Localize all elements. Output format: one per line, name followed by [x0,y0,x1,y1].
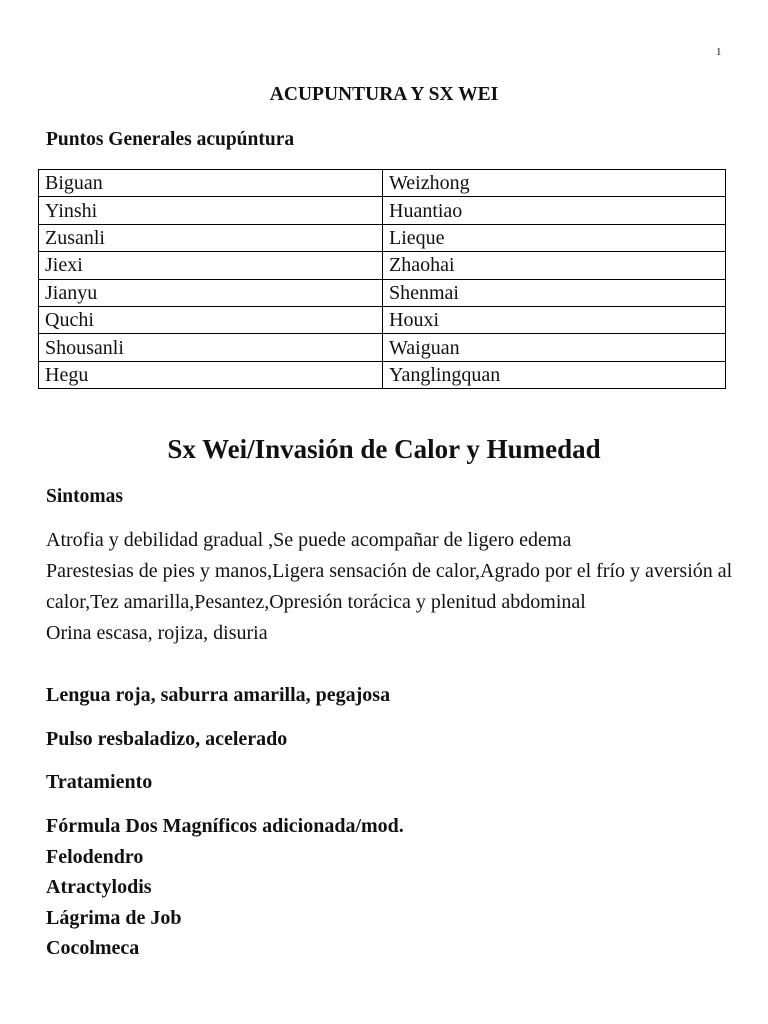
symptom-line: Atrofia y debilidad gradual ,Se puede acompañar de ligero edema [46,529,572,551]
sintomas-heading: Sintomas [46,486,123,507]
table-cell: Huantiao [383,197,726,224]
table-cell: Zusanli [39,224,383,251]
formula-ingredient: Lágrima de Job [46,906,182,929]
tongue-description: Lengua roja, saburra amarilla, pegajosa [46,684,391,706]
pulse-description: Pulso resbaladizo, acelerado [46,728,288,750]
table-cell: Jiexi [39,252,383,279]
section-title: Sx Wei/Invasión de Calor y Humedad [167,434,601,464]
table-cell: Quchi [39,306,383,333]
acupuncture-points-table [38,169,726,389]
formula-name: Fórmula Dos Magníficos adicionada/mod. [46,815,404,837]
table-cell: Waiguan [383,334,726,361]
table-cell: Zhaohai [383,252,726,279]
table-row [39,279,726,306]
table-row [39,170,726,197]
table-cell: Weizhong [383,170,726,197]
symptom-line: Parestesias de pies y manos,Ligera sensación de calor,Agrado por el frío y aversión al calor,Tez amarilla,Pesantez,Opresión torácica y plenitud abdominal [46,560,733,613]
table-cell: Hegu [39,361,383,388]
treatment-heading: Tratamiento [46,771,153,793]
symptom-line: Orina escasa, rojiza, disuria [46,622,268,644]
table-cell: Lieque [383,224,726,251]
symptoms-list [46,525,736,649]
formula-ingredient: Felodendro [46,845,144,868]
table-row [39,224,726,251]
table-row [39,197,726,224]
formula-block [46,811,404,964]
table-cell: Shousanli [39,334,383,361]
table-row [39,306,726,333]
table-cell: Biguan [39,170,383,197]
formula-ingredient: Cocolmeca [46,937,140,960]
formula-ingredient: Atractylodis [46,876,152,899]
table-row [39,252,726,279]
table-cell: Yinshi [39,197,383,224]
table-cell: Shenmai [383,279,726,306]
table-cell: Yanglingquan [383,361,726,388]
table-row [39,334,726,361]
page-number: 1 [716,46,722,58]
table-row [39,361,726,388]
table-cell: Jianyu [39,279,383,306]
points-heading: Puntos Generales acupúntura [46,129,295,150]
document-title: ACUPUNTURA Y SX WEI [269,84,499,105]
table-cell: Houxi [383,306,726,333]
